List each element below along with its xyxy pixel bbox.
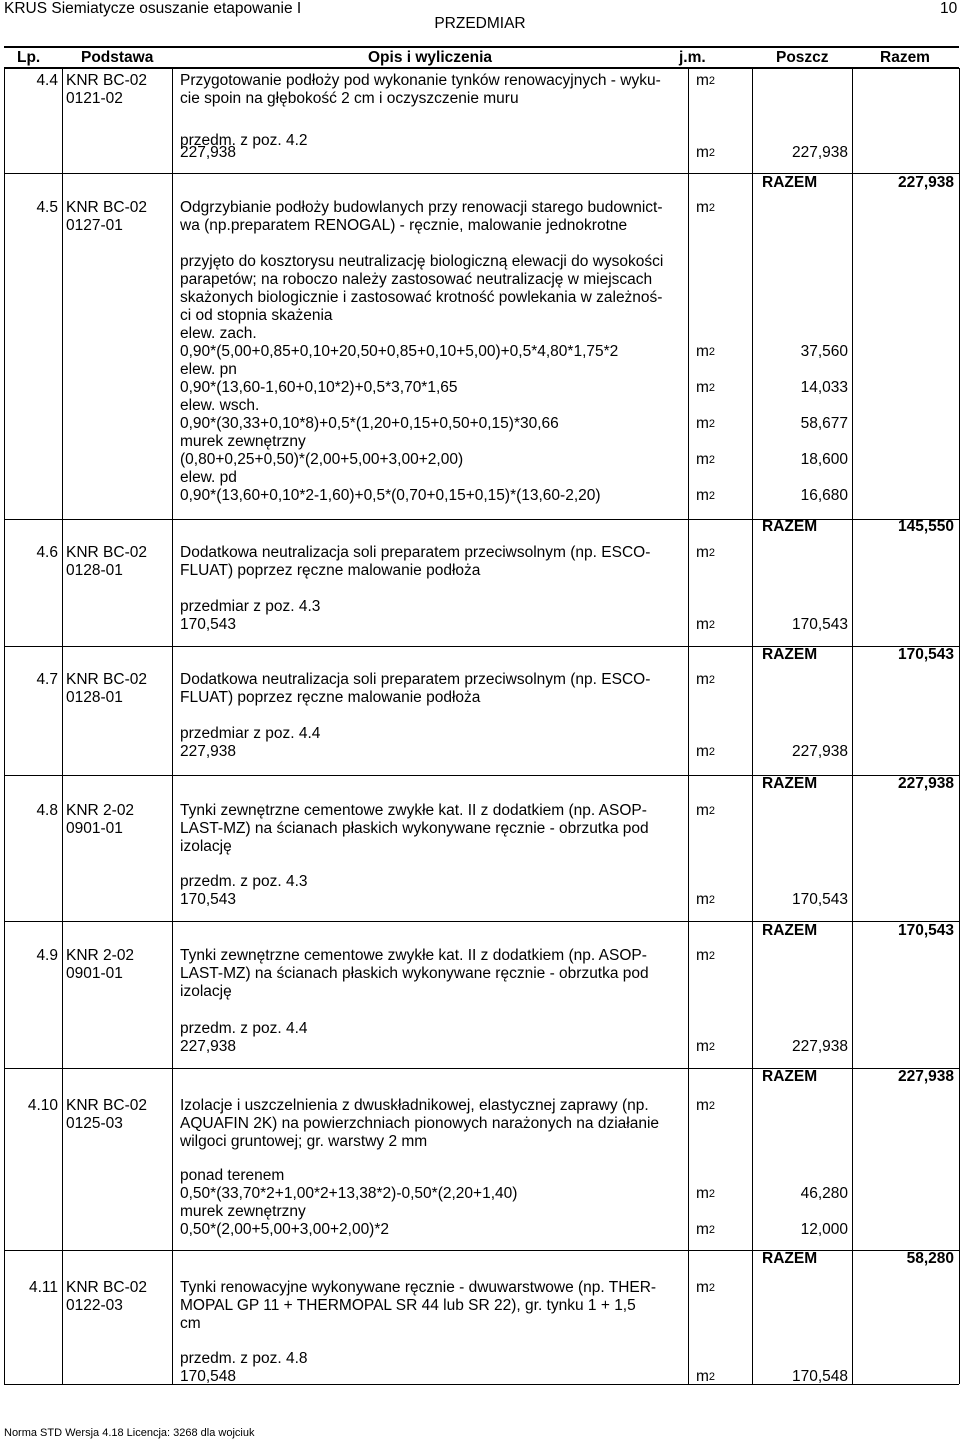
item-basis: KNR BC-02 — [66, 1097, 147, 1114]
item-basis: KNR BC-02 — [66, 1279, 147, 1296]
calculation-line: (0,80+0,25+0,50)*(2,00+5,00+3,00+2,00) — [180, 451, 464, 468]
calculation-line: 170,543 — [180, 616, 237, 633]
item-unit — [696, 947, 715, 965]
unit-exponent: 2 — [708, 418, 716, 430]
column-divider — [752, 921, 753, 1068]
item-basis: 0901-01 — [66, 965, 123, 982]
calculation-unit — [696, 891, 715, 909]
calculation-line: przedmiar z poz. 4.4 — [180, 725, 321, 742]
partial-value: 227,938 — [791, 1038, 848, 1055]
column-divider — [62, 68, 63, 173]
unit-base: m — [696, 144, 709, 161]
unit-exponent: 2 — [708, 202, 716, 214]
calculation-line: 0,90*(5,00+0,85+0,10+20,50+0,85+0,10+5,00)+0,5*4,80*1,75*2 — [180, 343, 619, 360]
column-divider — [172, 646, 173, 775]
column-divider — [688, 646, 689, 775]
column-divider — [4, 646, 5, 775]
calculation-line: przedm. z poz. 4.8 — [180, 1350, 308, 1367]
unit-exponent: 2 — [708, 950, 716, 962]
col-header-jm: j.m. — [679, 49, 706, 66]
calculation-line: przyjęto do kosztorysu neutralizację biologiczną elewacji do wysokości — [180, 253, 664, 270]
unit-exponent: 2 — [708, 147, 716, 159]
unit-base: m — [696, 1097, 709, 1114]
item-description: AQUAFIN 2K) na powierzchniach pionowych narażonych na działanie — [180, 1115, 660, 1132]
unit-base: m — [696, 1185, 709, 1202]
item-basis: KNR BC-02 — [66, 72, 147, 89]
unit-exponent: 2 — [708, 805, 716, 817]
unit-exponent: 2 — [708, 75, 716, 87]
item-description: Przygotowanie podłoży pod wykonanie tynków renowacyjnych - wyku- — [180, 72, 661, 89]
item-description: LAST-MZ) na ścianach płaskich wykonywane ręcznie - obrzutka pod — [180, 820, 649, 837]
partial-value: 170,548 — [791, 1368, 848, 1385]
unit-base: m — [696, 199, 709, 216]
total-value: 170,543 — [897, 646, 954, 663]
calculation-line: elew. wsch. — [180, 397, 260, 414]
column-divider — [4, 921, 5, 1068]
column-divider — [62, 775, 63, 921]
unit-exponent: 2 — [708, 1188, 716, 1200]
calculation-line: 0,90*(30,33+0,10*8)+0,5*(1,20+0,15+0,50+0,15)*30,66 — [180, 415, 559, 432]
unit-exponent: 2 — [708, 619, 716, 631]
col-header-lp: Lp. — [17, 49, 41, 66]
column-divider — [4, 775, 5, 921]
column-divider — [752, 519, 753, 646]
item-description: Odgrzybianie podłoży budowlanych przy renowacji starego budownict- — [180, 199, 663, 216]
partial-value: 58,677 — [800, 415, 848, 432]
column-divider — [62, 173, 63, 519]
column-divider — [852, 1068, 853, 1250]
unit-exponent: 2 — [708, 1371, 716, 1383]
calculation-line: 0,90*(13,60-1,60+0,10*2)+0,5*3,70*1,65 — [180, 379, 458, 396]
column-divider — [172, 775, 173, 921]
partial-value: 170,543 — [791, 891, 848, 908]
item-description: FLUAT) poprzez ręczne malowanie podłoża — [180, 689, 481, 706]
unit-base: m — [696, 616, 709, 633]
item-number: 4.8 — [36, 802, 58, 819]
calculation-line: przedmiar z poz. 4.3 — [180, 598, 321, 615]
unit-exponent: 2 — [708, 746, 716, 758]
item-unit — [696, 72, 715, 90]
calculation-line: parapetów; na roboczo należy zastosować neutralizację w miejscach — [180, 271, 653, 288]
column-divider — [852, 775, 853, 921]
column-divider — [172, 1068, 173, 1250]
total-label: RAZEM — [762, 1068, 818, 1085]
unit-base: m — [696, 1279, 709, 1296]
column-divider — [852, 921, 853, 1068]
item-description: Tynki zewnętrzne cementowe zwykłe kat. II z dodatkiem (np. ASOP- — [180, 947, 647, 964]
calculation-unit — [696, 343, 715, 361]
unit-base: m — [696, 544, 709, 561]
column-divider — [172, 519, 173, 646]
calculation-line: 227,938 — [180, 144, 237, 161]
column-divider — [172, 921, 173, 1068]
column-divider — [852, 646, 853, 775]
column-divider — [752, 1250, 753, 1384]
item-unit — [696, 1097, 715, 1115]
total-value: 227,938 — [897, 174, 954, 191]
unit-exponent: 2 — [708, 547, 716, 559]
total-value: 227,938 — [897, 1068, 954, 1085]
column-divider — [62, 646, 63, 775]
column-divider — [688, 775, 689, 921]
calculation-unit — [696, 743, 715, 761]
calculation-unit — [696, 415, 715, 433]
unit-exponent: 2 — [708, 1100, 716, 1112]
item-description: Tynki zewnętrzne cementowe zwykłe kat. II z dodatkiem (np. ASOP- — [180, 802, 647, 819]
column-divider — [752, 1068, 753, 1250]
item-number: 4.4 — [36, 72, 58, 89]
item-description: FLUAT) poprzez ręczne malowanie podłoża — [180, 562, 481, 579]
calculation-line: przedm. z poz. 4.4 — [180, 1020, 308, 1037]
unit-base: m — [696, 743, 709, 760]
calculation-line: 170,548 — [180, 1368, 237, 1385]
unit-exponent: 2 — [708, 346, 716, 358]
calculation-unit — [696, 1185, 715, 1203]
item-description: Tynki renowacyjne wykonywane ręcznie - dwuwarstwowe (np. THER- — [180, 1279, 657, 1296]
calculation-line: przedm. z poz. 4.2 — [180, 132, 308, 149]
item-number: 4.5 — [36, 199, 58, 216]
col-header-poszcz: Poszcz — [776, 49, 829, 66]
item-basis: 0901-01 — [66, 820, 123, 837]
item-basis: 0127-01 — [66, 217, 123, 234]
item-basis: KNR BC-02 — [66, 199, 147, 216]
calculation-line: 0,90*(13,60+0,10*2-1,60)+0,5*(0,70+0,15+0,15)*(13,60-2,20) — [180, 487, 601, 504]
unit-exponent: 2 — [708, 674, 716, 686]
unit-base: m — [696, 1221, 709, 1238]
item-basis: 0128-01 — [66, 689, 123, 706]
col-header-podstawa: Podstawa — [81, 49, 154, 66]
total-label: RAZEM — [762, 646, 818, 663]
calculation-line: murek zewnętrzny — [180, 433, 306, 450]
total-label: RAZEM — [762, 174, 818, 191]
item-unit — [696, 544, 715, 562]
unit-base: m — [696, 343, 709, 360]
item-basis: KNR 2-02 — [66, 802, 135, 819]
document-title: KRUS Siemiatycze osuszanie etapowanie I — [4, 0, 302, 17]
unit-base: m — [696, 379, 709, 396]
item-basis: 0121-02 — [66, 90, 123, 107]
calculation-line: 170,543 — [180, 891, 237, 908]
column-divider — [752, 775, 753, 921]
item-number: 4.11 — [28, 1279, 58, 1296]
unit-base: m — [696, 1368, 709, 1385]
item-basis: 0125-03 — [66, 1115, 123, 1132]
column-divider — [62, 519, 63, 646]
calculation-unit — [696, 487, 715, 505]
column-divider — [752, 173, 753, 519]
unit-base: m — [696, 947, 709, 964]
column-divider — [688, 921, 689, 1068]
unit-exponent: 2 — [708, 1041, 716, 1053]
calculation-line: skażonych biologicznie i zastosować krotność powlekania w zależnoś- — [180, 289, 663, 306]
unit-base: m — [696, 891, 709, 908]
column-divider — [62, 1250, 63, 1384]
item-description: izolację — [180, 838, 232, 855]
column-divider — [688, 68, 689, 173]
page-number: 10 — [940, 0, 958, 17]
unit-base: m — [696, 671, 709, 688]
column-divider — [4, 1068, 5, 1250]
column-divider — [4, 519, 5, 646]
calculation-unit — [696, 616, 715, 634]
calculation-line: 0,50*(33,70*2+1,00*2+13,38*2)-0,50*(2,20+1,40) — [180, 1185, 518, 1202]
item-unit — [696, 671, 715, 689]
partial-value: 227,938 — [791, 743, 848, 760]
column-divider — [752, 68, 753, 173]
calculation-line: elew. pn — [180, 361, 237, 378]
calculation-unit — [696, 451, 715, 469]
item-number: 4.10 — [27, 1097, 58, 1114]
partial-value: 14,033 — [800, 379, 848, 396]
calculation-line: elew. pd — [180, 469, 237, 486]
calculation-unit — [696, 379, 715, 397]
column-divider — [688, 1068, 689, 1250]
column-divider — [852, 173, 853, 519]
item-unit — [696, 1279, 715, 1297]
document-subtitle: PRZEDMIAR — [434, 15, 526, 32]
column-divider — [752, 646, 753, 775]
item-number: 4.7 — [36, 671, 58, 688]
calculation-unit — [696, 144, 715, 162]
total-value: 227,938 — [897, 775, 954, 792]
item-description: cie spoin na głębokość 2 cm i oczyszczenie muru — [180, 90, 519, 107]
header-bottom-rule — [4, 67, 959, 69]
item-description: wilgoci gruntowej; gr. warstwy 2 mm — [180, 1133, 428, 1150]
total-label: RAZEM — [762, 518, 818, 535]
column-divider — [4, 173, 5, 519]
calculation-line: 0,50*(2,00+5,00+3,00+2,00)*2 — [180, 1221, 390, 1238]
unit-base: m — [696, 415, 709, 432]
calculation-unit — [696, 1368, 715, 1386]
item-description: Izolacje i uszczelnienia z dwuskładnikowej, elastycznej zaprawy (np. — [180, 1097, 649, 1114]
unit-base: m — [696, 72, 709, 89]
calculation-line: ci od stopnia skażenia — [180, 307, 333, 324]
unit-exponent: 2 — [708, 1224, 716, 1236]
item-description: cm — [180, 1315, 201, 1332]
partial-value: 18,600 — [800, 451, 848, 468]
total-label: RAZEM — [762, 1250, 818, 1267]
total-value: 170,543 — [897, 922, 954, 939]
partial-value: 170,543 — [791, 616, 848, 633]
item-basis: KNR BC-02 — [66, 544, 147, 561]
column-divider — [172, 173, 173, 519]
item-number: 4.6 — [36, 544, 58, 561]
item-basis: KNR 2-02 — [66, 947, 135, 964]
column-divider — [62, 921, 63, 1068]
item-number: 4.9 — [36, 947, 58, 964]
calculation-line: elew. zach. — [180, 325, 257, 342]
unit-exponent: 2 — [708, 454, 716, 466]
partial-value: 12,000 — [800, 1221, 848, 1238]
total-label: RAZEM — [762, 775, 818, 792]
item-description: wa (np.preparatem RENOGAL) - ręcznie, malowanie jednokrotne — [180, 217, 628, 234]
column-divider — [852, 519, 853, 646]
calculation-line: 227,938 — [180, 1038, 237, 1055]
partial-value: 46,280 — [800, 1185, 848, 1202]
column-divider — [688, 1250, 689, 1384]
unit-base: m — [696, 1038, 709, 1055]
unit-exponent: 2 — [708, 894, 716, 906]
item-description: Dodatkowa neutralizacja soli preparatem przeciwsolnym (np. ESCO- — [180, 544, 651, 561]
calculation-unit — [696, 1221, 715, 1239]
item-description: MOPAL GP 11 + THERMOPAL SR 44 lub SR 22), gr. tynku 1 + 1,5 — [180, 1297, 636, 1314]
calculation-line: murek zewnętrzny — [180, 1203, 306, 1220]
column-divider — [4, 1250, 5, 1384]
item-unit — [696, 802, 715, 820]
column-divider — [172, 1250, 173, 1384]
calculation-line: ponad terenem — [180, 1167, 285, 1184]
partial-value: 16,680 — [800, 487, 848, 504]
unit-exponent: 2 — [708, 490, 716, 502]
total-value: 58,280 — [906, 1250, 954, 1267]
column-divider — [172, 68, 173, 173]
column-divider — [852, 68, 853, 173]
calculation-line: przedm. z poz. 4.3 — [180, 873, 308, 890]
calculation-line: 227,938 — [180, 743, 237, 760]
unit-exponent: 2 — [708, 1282, 716, 1294]
unit-exponent: 2 — [708, 382, 716, 394]
col-header-opis: Opis i wyliczenia — [368, 49, 493, 66]
unit-base: m — [696, 451, 709, 468]
column-divider — [688, 173, 689, 519]
item-description: Dodatkowa neutralizacja soli preparatem przeciwsolnym (np. ESCO- — [180, 671, 651, 688]
total-value: 145,550 — [897, 518, 954, 535]
header-top-rule — [4, 46, 959, 48]
item-basis: 0128-01 — [66, 562, 123, 579]
column-divider — [62, 1068, 63, 1250]
column-divider — [688, 519, 689, 646]
calculation-unit — [696, 1038, 715, 1056]
partial-value: 227,938 — [791, 144, 848, 161]
partial-value: 37,560 — [800, 343, 848, 360]
item-unit — [696, 199, 715, 217]
footer-license: Norma STD Wersja 4.18 Licencja: 3268 dla wojciuk — [4, 1427, 255, 1439]
item-basis: KNR BC-02 — [66, 671, 147, 688]
unit-base: m — [696, 487, 709, 504]
item-description: LAST-MZ) na ścianach płaskich wykonywane ręcznie - obrzutka pod — [180, 965, 649, 982]
column-divider — [852, 1250, 853, 1384]
unit-base: m — [696, 802, 709, 819]
total-label: RAZEM — [762, 922, 818, 939]
col-header-razem: Razem — [880, 49, 930, 66]
item-basis: 0122-03 — [66, 1297, 123, 1314]
item-description: izolację — [180, 983, 232, 1000]
